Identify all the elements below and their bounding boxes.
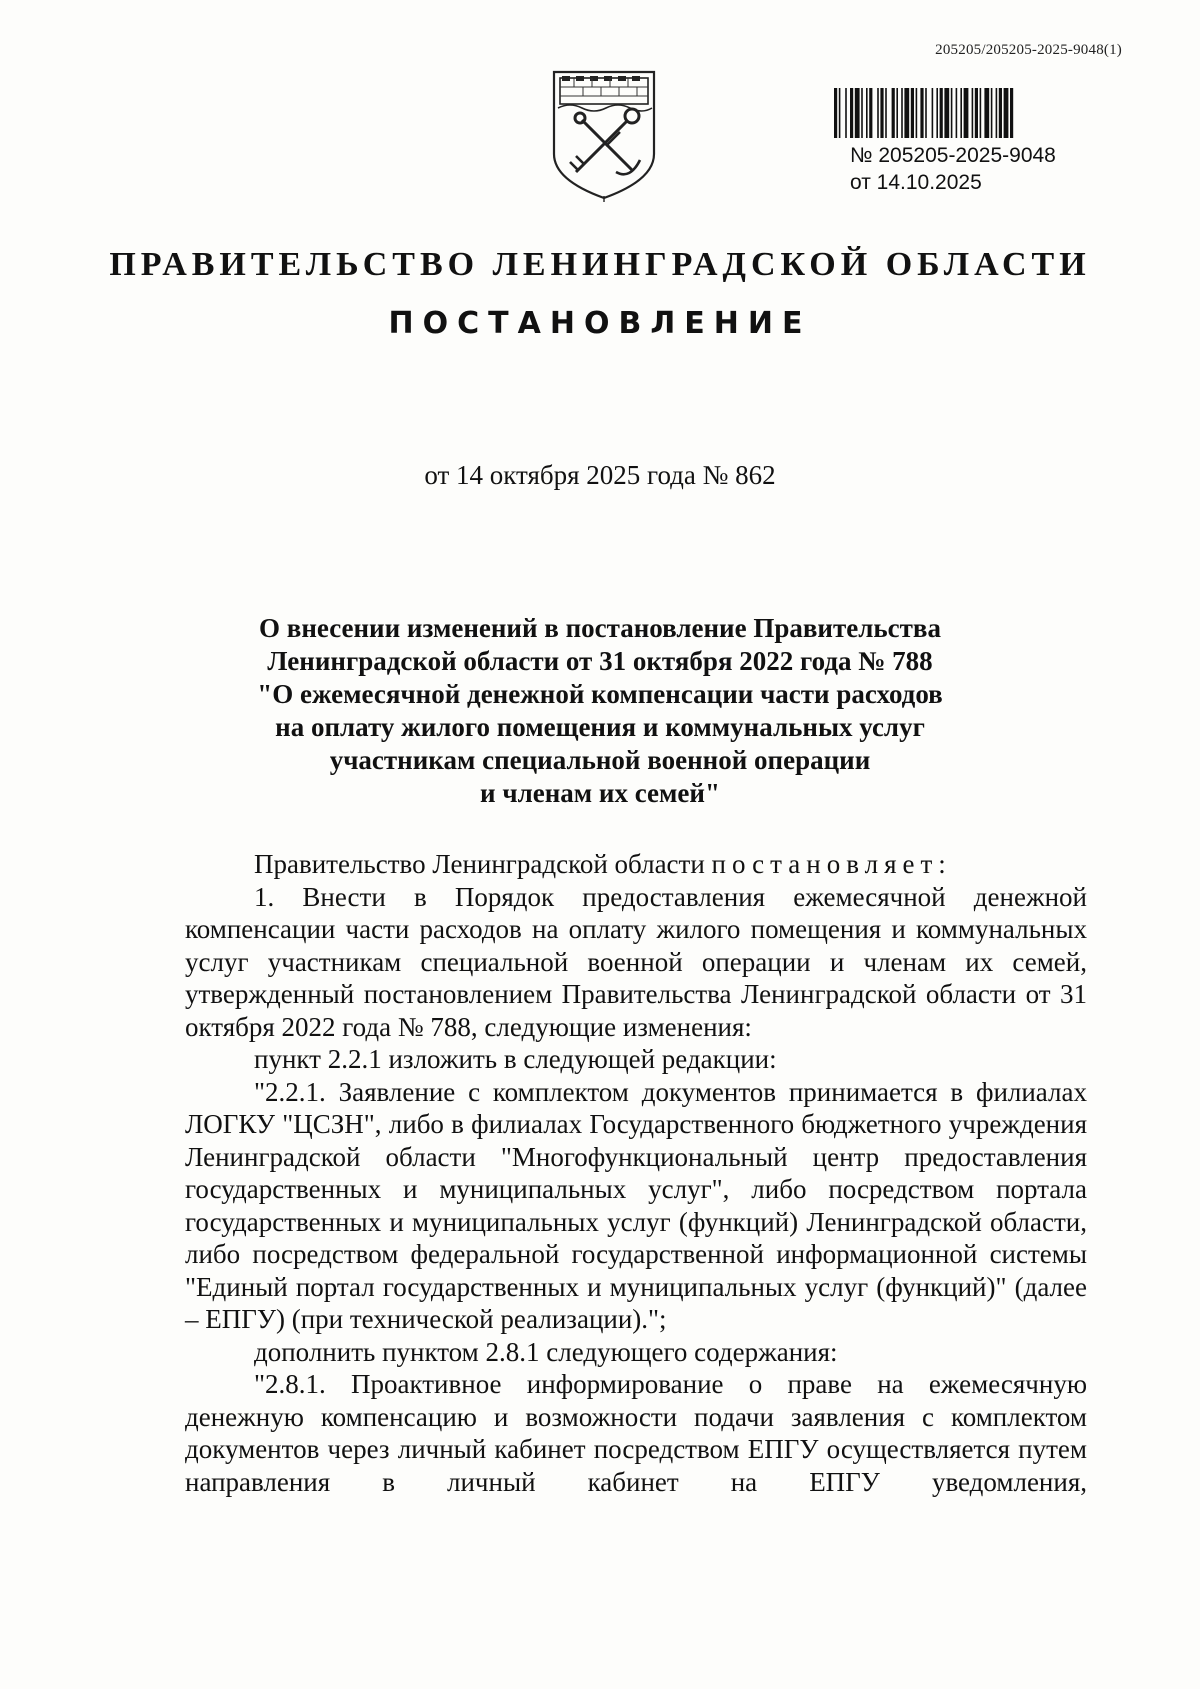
document-date-number: от 14 октября 2025 года № 862 (424, 460, 776, 490)
document-reference: 205205/205205-2025-9048(1) (935, 42, 1122, 58)
document-subject (180, 612, 1020, 810)
subject-line: на оплату жилого помещения и коммунальных услуг (275, 712, 925, 742)
registration-stamp (850, 142, 1056, 196)
registration-number: № 205205-2025-9048 (850, 144, 1056, 167)
document-body (185, 848, 1087, 1498)
paragraph-3: "2.2.1. Заявление с комплектом документов принимается в филиалах ЛОГКУ "ЦСЗН", либо в филиалах Государственного бюджетного учреждения Ленинградской области "Многофункциональный центр предоставления государственных и муниципальных услуг", либо посредством портала государственных и муниципальных услуг (функций) Ленинградской области, либо посредством федеральной государственной информационной системы "Единый портал государственных и муниципальных услуг (функций)" (далее – ЕПГУ) (при технической реализации)."; (185, 1076, 1087, 1334)
paragraph-4: дополнить пунктом 2.8.1 следующего содержания: (254, 1336, 838, 1367)
barcode-image (834, 88, 1096, 138)
paragraph-2: пункт 2.2.1 изложить в следующей редакции: (254, 1044, 777, 1074)
paragraph-1: 1. Внести в Порядок предоставления ежемесячной денежной компенсации части расходов на оплату жилого помещения и коммунальных услуг участникам специальной военной операции и членам их семей, утвержденный постановлением Правительства Ленинградской области от 31 октября 2022 года № 788, следующие изменения: (185, 881, 1087, 1042)
registration-date: от 14.10.2025 (850, 171, 982, 194)
subject-line: участникам специальной военной операции (329, 745, 871, 775)
preamble-text: Правительство Ленинградской области (254, 849, 705, 879)
paragraph-5: "2.8.1. Проактивное информирование о праве на ежемесячную денежную компенсацию и возможности подачи заявления с комплектом документов через личный кабинет посредством ЕПГУ осуществляется путем направления в личный кабинет на ЕПГУ уведомления, (185, 1369, 1087, 1497)
coat-of-arms-emblem (548, 68, 660, 202)
organization-title: ПРАВИТЕЛЬСТВО ЛЕНИНГРАДСКОЙ ОБЛАСТИ (109, 246, 1091, 283)
preamble-paragraph (185, 848, 1087, 881)
subject-line: О внесении изменений в постановление Правительства (259, 613, 941, 643)
preamble-verb: постановляет: (711, 849, 952, 879)
document-type-title: ПОСТАНОВЛЕНИЕ (388, 306, 812, 341)
subject-line: "О ежемесячной денежной компенсации части расходов (257, 679, 943, 709)
subject-line: Ленинградской области от 31 октября 2022 года № 788 (267, 646, 933, 676)
subject-line: и членам их семей" (480, 778, 720, 808)
